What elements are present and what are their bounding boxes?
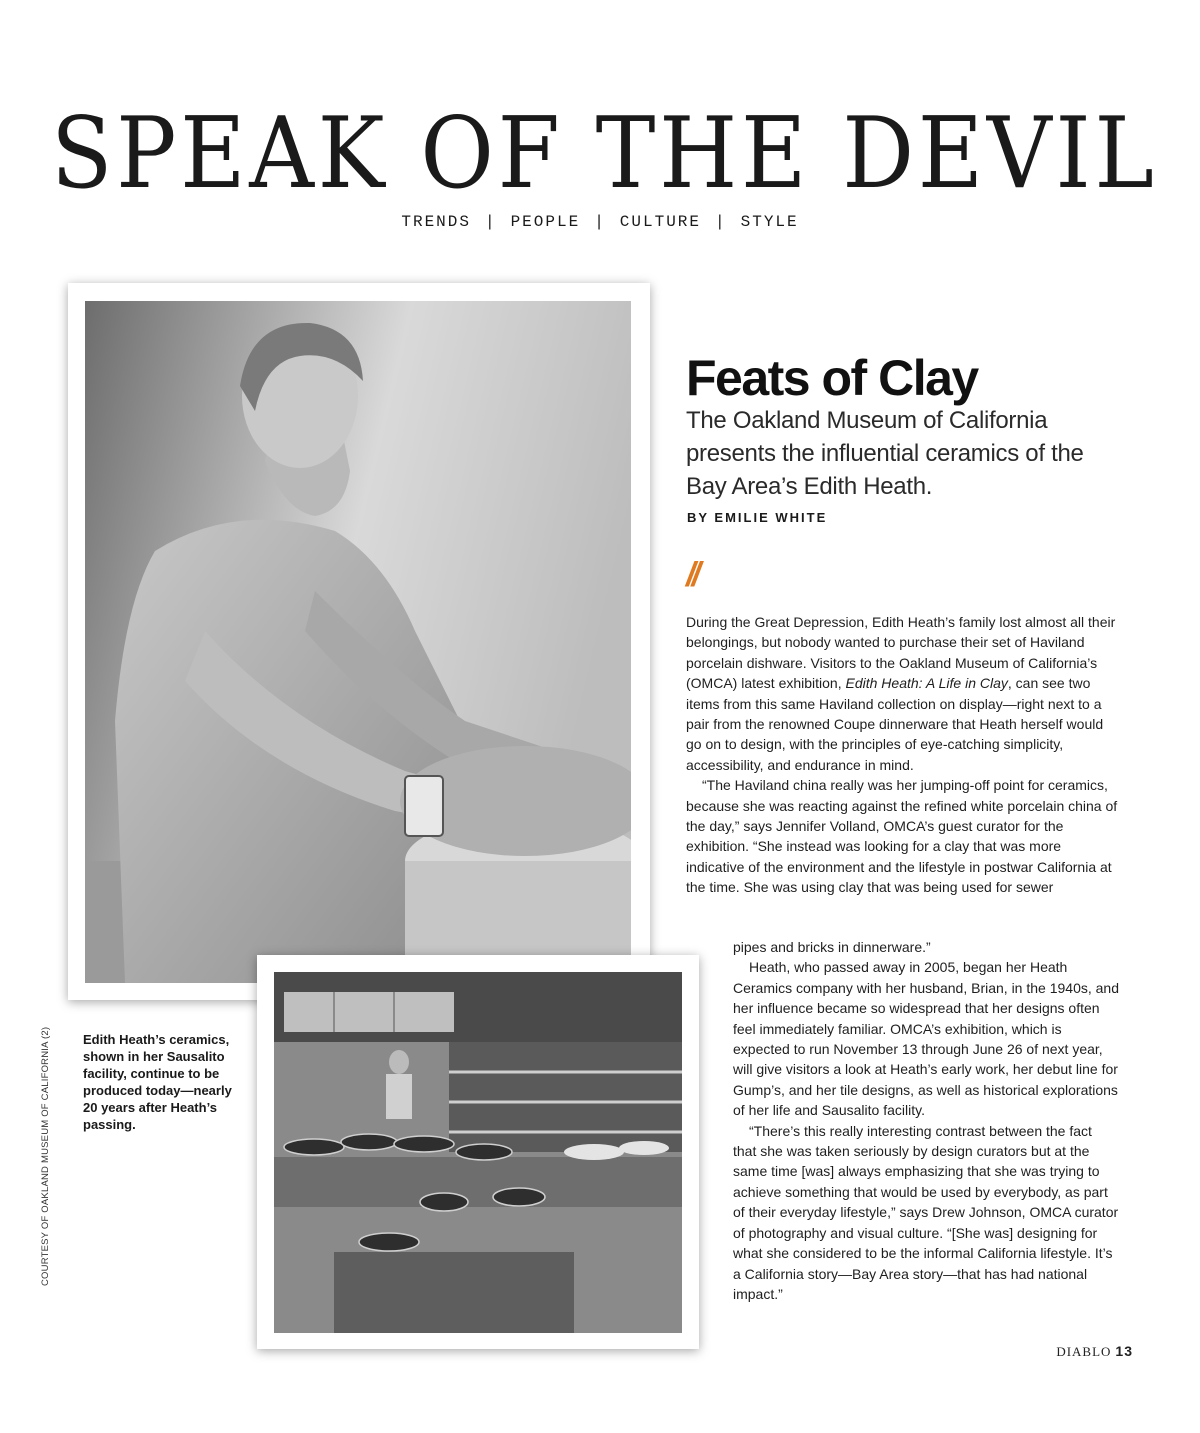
article-body-column-indented xyxy=(733,937,1119,1304)
masthead-title: SPEAK OF THE DEVIL xyxy=(51,97,1158,211)
paragraph-4: “There’s this really interesting contrast between the fact that she was taken seriously by design curators but at the same time [was] always emphasizing that she was trying to achieve something that would be used by everybody, as part of their everyday lifestyle,” says Drew Johnson, OMCA curator of photography and visual culture. “[She was] designing for what she considered to be the informal California lifestyle. It’s a California story—Bay Area story—that has had national impact.” xyxy=(733,1122,1119,1302)
article-headline: Feats of Clay xyxy=(686,350,978,406)
page-number: 13 xyxy=(1115,1343,1133,1359)
section-separator: | xyxy=(484,213,497,231)
magazine-name: DIABLO xyxy=(1056,1344,1112,1359)
paragraph-1-end: , can see two items from this same Haviland collection on display—right next to a pair from the renowned Coupe dinnerware that Heath herself would go on to design, with the principles of eye-catching simplicity, accessibility, and endurance in mind. xyxy=(686,675,1104,773)
portrait-photo-frame xyxy=(68,283,650,1000)
section-style[interactable]: STYLE xyxy=(740,213,799,231)
section-separator: | xyxy=(594,213,606,231)
page-folio xyxy=(1056,1343,1133,1360)
photo-caption: Edith Heath’s ceramics, shown in her Sausalito facility, continue to be produced today—nearly 20 years after Heath’s passing. xyxy=(83,1032,232,1132)
paragraph-2-continued: pipes and bricks in dinnerware.” xyxy=(733,939,931,955)
paragraph-3: Heath, who passed away in 2005, began her Heath Ceramics company with her husband, Brian, in the 1940s, and her influence became so widespread that her designs often feel immediately familiar. OMCA’s exhibition, which is expected to run November 13 through June 26 of next year, will give visitors a look at Heath’s early work, her debut line for Gump’s, and her tile designs, as well as historical explorations of her life and Sausalito facility. xyxy=(733,959,1119,1119)
section-nav xyxy=(0,213,1200,231)
paragraph-1-start: During the Great Depression, Edith Heath’s family lost almost all their belongings, but nobody wanted to purchase their set of Haviland porcelain dishware. Visitors to the Oakland Museum of California’s (OMCA) latest exhibition, xyxy=(686,614,1116,692)
section-separator: | xyxy=(715,213,727,231)
section-trends[interactable]: TRENDS xyxy=(401,213,471,231)
article-dek: The Oakland Museum of California presents the influential ceramics of the Bay Area’s Edith Heath. xyxy=(686,407,1084,500)
sausalito-facility-photo xyxy=(274,972,682,1333)
article-body-column xyxy=(686,612,1118,898)
accent-ornament: // xyxy=(686,556,697,594)
edith-heath-portrait-photo xyxy=(85,301,631,983)
article-byline: BY EMILIE WHITE xyxy=(687,510,828,525)
section-people[interactable]: PEOPLE xyxy=(510,213,581,231)
exhibition-title: Edith Heath: A Life in Clay xyxy=(845,675,1008,692)
paragraph-1 xyxy=(686,612,1118,775)
factory-photo-frame xyxy=(257,955,699,1349)
section-culture[interactable]: CULTURE xyxy=(619,213,702,231)
photo-credit: COURTESY OF OAKLAND MUSEUM OF CALIFORNIA (2) xyxy=(40,1026,51,1286)
paragraph-2: “The Haviland china really was her jumping-off point for ceramics, because she was reacting against the refined white porcelain china of the day,” says Jennifer Volland, OMCA’s guest curator for the exhibition. “She instead was looking for a clay that was more indicative of the environment and the lifestyle in postwar California at the time. She was using clay that was being used for sewer xyxy=(686,777,1118,896)
